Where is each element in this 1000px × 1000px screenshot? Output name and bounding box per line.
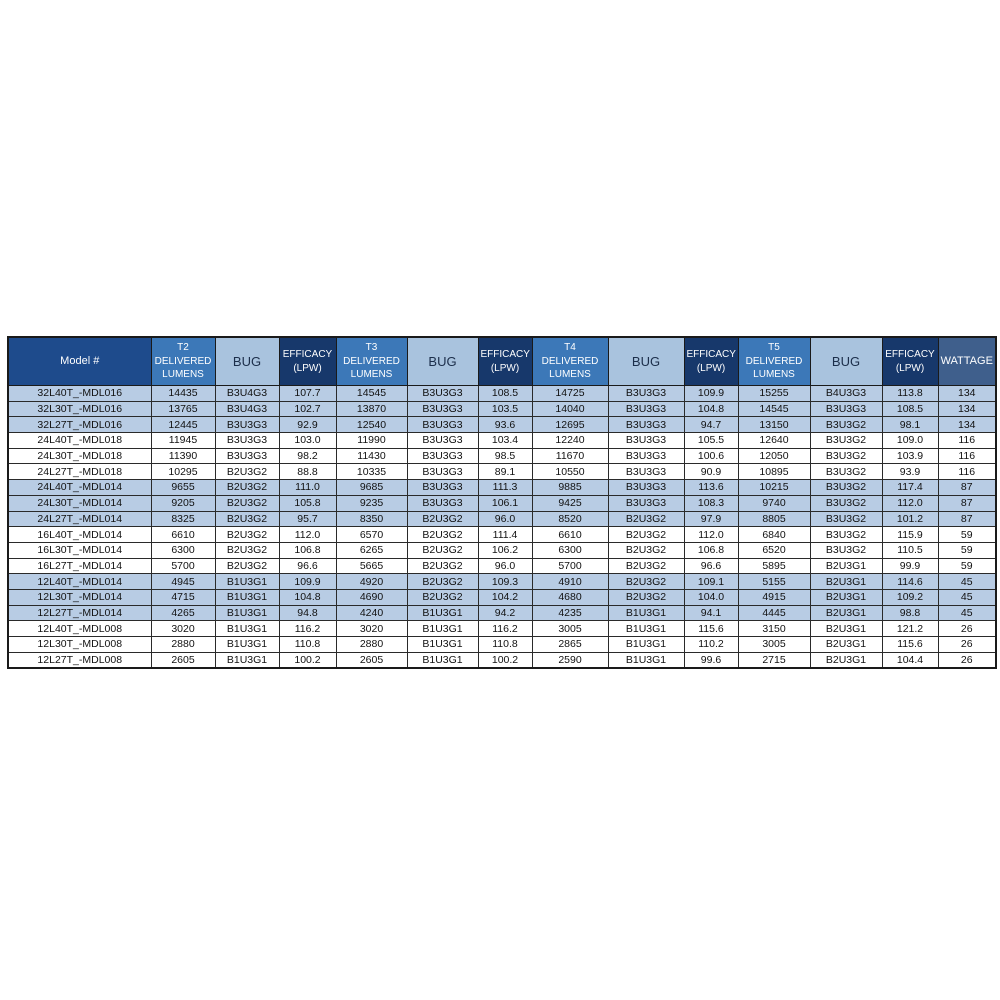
table-cell-t2-bug: B3U3G3	[215, 433, 279, 449]
table-cell-t2-lumens: 6610	[151, 527, 215, 543]
table-cell-t3-efficacy: 96.0	[478, 558, 532, 574]
table-cell-t3-efficacy: 89.1	[478, 464, 532, 480]
table-cell-t4-lumens: 14725	[532, 386, 608, 402]
table-cell-t5-lumens: 5155	[738, 574, 810, 590]
table-cell-t2-bug: B1U3G1	[215, 637, 279, 653]
table-cell-t2-efficacy: 100.2	[279, 652, 336, 668]
table-cell-t4-lumens: 4235	[532, 605, 608, 621]
table-cell-t5-bug: B3U3G2	[810, 495, 882, 511]
table-cell-model: 24L27T_-MDL014	[8, 511, 151, 527]
table-cell-t2-efficacy: 112.0	[279, 527, 336, 543]
table-cell-t5-bug: B3U3G2	[810, 480, 882, 496]
table-cell-t2-lumens: 11945	[151, 433, 215, 449]
table-row	[8, 417, 996, 433]
table-cell-t4-efficacy: 99.6	[684, 652, 738, 668]
table-cell-t3-efficacy: 96.0	[478, 511, 532, 527]
table-cell-t4-bug: B3U3G3	[608, 480, 684, 496]
table-cell-model: 12L27T_-MDL008	[8, 652, 151, 668]
table-cell-t4-bug: B2U3G2	[608, 542, 684, 558]
table-cell-t4-lumens: 4680	[532, 589, 608, 605]
table-cell-t5-lumens: 6840	[738, 527, 810, 543]
column-header-t4-lumens: T4 DELIVERED LUMENS	[532, 337, 608, 386]
table-cell-t2-bug: B2U3G2	[215, 527, 279, 543]
table-cell-t4-bug: B3U3G3	[608, 495, 684, 511]
table-row	[8, 386, 996, 402]
table-cell-wattage: 26	[938, 652, 996, 668]
column-header-t5-efficacy: EFFICACY (LPW)	[882, 337, 938, 386]
table-cell-t2-bug: B3U3G3	[215, 417, 279, 433]
table-cell-t4-efficacy: 109.9	[684, 386, 738, 402]
table-cell-wattage: 87	[938, 495, 996, 511]
table-cell-t2-efficacy: 105.8	[279, 495, 336, 511]
table-cell-t4-efficacy: 96.6	[684, 558, 738, 574]
table-cell-t4-lumens: 5700	[532, 558, 608, 574]
table-cell-wattage: 45	[938, 589, 996, 605]
table-cell-t5-lumens: 5895	[738, 558, 810, 574]
table-cell-t2-lumens: 8325	[151, 511, 215, 527]
table-cell-t4-lumens: 12695	[532, 417, 608, 433]
table-cell-t5-bug: B3U3G2	[810, 511, 882, 527]
column-header-model: Model #	[8, 337, 151, 386]
table-cell-t5-lumens: 12050	[738, 448, 810, 464]
table-cell-model: 24L30T_-MDL018	[8, 448, 151, 464]
table-cell-model: 16L30T_-MDL014	[8, 542, 151, 558]
table-cell-t2-bug: B2U3G2	[215, 480, 279, 496]
table-cell-t5-bug: B3U3G2	[810, 464, 882, 480]
table-cell-t5-lumens: 3150	[738, 621, 810, 637]
column-header-t2-bug: BUG	[215, 337, 279, 386]
table-cell-t3-efficacy: 93.6	[478, 417, 532, 433]
table-cell-model: 24L40T_-MDL018	[8, 433, 151, 449]
header-row	[8, 337, 996, 386]
table-cell-t3-bug: B3U3G3	[407, 401, 478, 417]
table-cell-t2-lumens: 9205	[151, 495, 215, 511]
table-cell-wattage: 26	[938, 621, 996, 637]
table-cell-t2-lumens: 4945	[151, 574, 215, 590]
table-cell-t2-efficacy: 92.9	[279, 417, 336, 433]
table-cell-t4-efficacy: 94.1	[684, 605, 738, 621]
table-cell-t3-bug: B2U3G2	[407, 527, 478, 543]
table-cell-t5-lumens: 4915	[738, 589, 810, 605]
table-cell-t3-lumens: 4690	[336, 589, 407, 605]
table-cell-wattage: 59	[938, 558, 996, 574]
table-cell-model: 12L27T_-MDL014	[8, 605, 151, 621]
table-cell-t2-efficacy: 109.9	[279, 574, 336, 590]
table-cell-t2-lumens: 3020	[151, 621, 215, 637]
table-cell-t4-efficacy: 100.6	[684, 448, 738, 464]
table-row	[8, 637, 996, 653]
table-cell-t4-lumens: 2865	[532, 637, 608, 653]
table-cell-t2-lumens: 10295	[151, 464, 215, 480]
table-cell-t4-efficacy: 90.9	[684, 464, 738, 480]
table-cell-t5-bug: B2U3G1	[810, 605, 882, 621]
column-header-t5-lumens: T5 DELIVERED LUMENS	[738, 337, 810, 386]
table-cell-t3-efficacy: 109.3	[478, 574, 532, 590]
table-cell-t3-efficacy: 103.4	[478, 433, 532, 449]
table-cell-t5-bug: B3U3G2	[810, 417, 882, 433]
table-cell-t3-efficacy: 116.2	[478, 621, 532, 637]
table-cell-t2-bug: B1U3G1	[215, 574, 279, 590]
column-header-t3-bug: BUG	[407, 337, 478, 386]
table-cell-t5-bug: B2U3G1	[810, 558, 882, 574]
table-cell-t4-efficacy: 115.6	[684, 621, 738, 637]
table-cell-t4-bug: B2U3G2	[608, 589, 684, 605]
table-cell-t3-efficacy: 110.8	[478, 637, 532, 653]
table-cell-t4-bug: B2U3G2	[608, 511, 684, 527]
column-header-t2-efficacy: EFFICACY (LPW)	[279, 337, 336, 386]
table-row	[8, 589, 996, 605]
table-cell-t2-bug: B3U4G3	[215, 401, 279, 417]
table-cell-t4-bug: B1U3G1	[608, 621, 684, 637]
table-cell-t2-lumens: 4265	[151, 605, 215, 621]
table-cell-t5-efficacy: 103.9	[882, 448, 938, 464]
table-cell-t5-lumens: 8805	[738, 511, 810, 527]
table-cell-t3-efficacy: 111.4	[478, 527, 532, 543]
table-cell-wattage: 59	[938, 542, 996, 558]
table-cell-t3-bug: B1U3G1	[407, 652, 478, 668]
table-cell-t4-efficacy: 104.0	[684, 589, 738, 605]
table-cell-t4-lumens: 3005	[532, 621, 608, 637]
table-cell-t2-bug: B1U3G1	[215, 605, 279, 621]
table-cell-t2-lumens: 14435	[151, 386, 215, 402]
table-cell-model: 12L30T_-MDL008	[8, 637, 151, 653]
table-cell-t4-lumens: 11670	[532, 448, 608, 464]
table-cell-t3-lumens: 4240	[336, 605, 407, 621]
table-cell-t3-bug: B2U3G2	[407, 511, 478, 527]
table-cell-t5-efficacy: 110.5	[882, 542, 938, 558]
table-cell-t3-lumens: 9235	[336, 495, 407, 511]
table-cell-t3-efficacy: 103.5	[478, 401, 532, 417]
column-header-wattage: WATTAGE	[938, 337, 996, 386]
table-cell-t3-lumens: 2880	[336, 637, 407, 653]
table-cell-t5-efficacy: 108.5	[882, 401, 938, 417]
table-row	[8, 558, 996, 574]
table-cell-t4-bug: B2U3G2	[608, 574, 684, 590]
table-cell-wattage: 45	[938, 605, 996, 621]
table-cell-t4-efficacy: 104.8	[684, 401, 738, 417]
table-cell-t4-lumens: 8520	[532, 511, 608, 527]
table-cell-t4-bug: B1U3G1	[608, 652, 684, 668]
table-cell-wattage: 59	[938, 527, 996, 543]
table-cell-t5-bug: B2U3G1	[810, 652, 882, 668]
table-cell-t4-bug: B3U3G3	[608, 386, 684, 402]
table-cell-t5-efficacy: 98.8	[882, 605, 938, 621]
table-cell-t2-lumens: 5700	[151, 558, 215, 574]
table-cell-model: 32L27T_-MDL016	[8, 417, 151, 433]
table-cell-t5-efficacy: 98.1	[882, 417, 938, 433]
table-row	[8, 448, 996, 464]
table-cell-t5-efficacy: 117.4	[882, 480, 938, 496]
table-cell-t4-bug: B3U3G3	[608, 448, 684, 464]
column-header-t4-bug: BUG	[608, 337, 684, 386]
table-cell-t3-efficacy: 111.3	[478, 480, 532, 496]
table-cell-t4-efficacy: 97.9	[684, 511, 738, 527]
table-cell-t4-bug: B3U3G3	[608, 433, 684, 449]
table-cell-wattage: 116	[938, 433, 996, 449]
table-cell-t3-lumens: 2605	[336, 652, 407, 668]
table-cell-t4-lumens: 9425	[532, 495, 608, 511]
table-cell-t4-lumens: 14040	[532, 401, 608, 417]
table-cell-t4-lumens: 4910	[532, 574, 608, 590]
table-cell-t3-efficacy: 106.1	[478, 495, 532, 511]
table-cell-t5-efficacy: 114.6	[882, 574, 938, 590]
column-header-t5-bug: BUG	[810, 337, 882, 386]
table-cell-t2-bug: B2U3G2	[215, 464, 279, 480]
table-cell-t2-bug: B2U3G2	[215, 542, 279, 558]
table-cell-t5-lumens: 13150	[738, 417, 810, 433]
table-cell-t5-lumens: 14545	[738, 401, 810, 417]
table-cell-t5-efficacy: 93.9	[882, 464, 938, 480]
table-cell-wattage: 134	[938, 417, 996, 433]
table-cell-t2-bug: B2U3G2	[215, 558, 279, 574]
table-cell-t2-efficacy: 104.8	[279, 589, 336, 605]
table-cell-t5-lumens: 3005	[738, 637, 810, 653]
table-cell-t5-bug: B4U3G3	[810, 386, 882, 402]
table-cell-t3-efficacy: 100.2	[478, 652, 532, 668]
table-cell-t2-efficacy: 106.8	[279, 542, 336, 558]
table-cell-t2-efficacy: 102.7	[279, 401, 336, 417]
lumen-spec-table	[7, 336, 997, 669]
table-cell-t2-efficacy: 110.8	[279, 637, 336, 653]
table-cell-t5-lumens: 6520	[738, 542, 810, 558]
table-cell-t3-efficacy: 104.2	[478, 589, 532, 605]
table-row	[8, 605, 996, 621]
table-cell-t3-lumens: 8350	[336, 511, 407, 527]
table-row	[8, 574, 996, 590]
table-cell-t3-lumens: 14545	[336, 386, 407, 402]
table-cell-wattage: 87	[938, 511, 996, 527]
table-cell-t4-lumens: 6610	[532, 527, 608, 543]
table-cell-t4-efficacy: 94.7	[684, 417, 738, 433]
table-cell-t4-lumens: 9885	[532, 480, 608, 496]
table-cell-t3-bug: B1U3G1	[407, 605, 478, 621]
table-row	[8, 652, 996, 668]
table-cell-t5-efficacy: 113.8	[882, 386, 938, 402]
table-cell-t3-bug: B3U3G3	[407, 480, 478, 496]
table-cell-wattage: 134	[938, 401, 996, 417]
table-cell-t3-bug: B2U3G2	[407, 574, 478, 590]
table-cell-t5-efficacy: 109.2	[882, 589, 938, 605]
table-cell-wattage: 87	[938, 480, 996, 496]
table-cell-t4-lumens: 10550	[532, 464, 608, 480]
table-cell-model: 16L27T_-MDL014	[8, 558, 151, 574]
table-cell-t2-bug: B3U4G3	[215, 386, 279, 402]
table-cell-t4-bug: B3U3G3	[608, 417, 684, 433]
table-cell-model: 24L30T_-MDL014	[8, 495, 151, 511]
table-cell-t5-bug: B3U3G2	[810, 542, 882, 558]
table-cell-t3-lumens: 5665	[336, 558, 407, 574]
table-cell-t2-bug: B1U3G1	[215, 621, 279, 637]
table-cell-t5-efficacy: 109.0	[882, 433, 938, 449]
table-cell-t2-lumens: 13765	[151, 401, 215, 417]
table-cell-t4-lumens: 12240	[532, 433, 608, 449]
column-header-t3-efficacy: EFFICACY (LPW)	[478, 337, 532, 386]
table-cell-t3-bug: B3U3G3	[407, 464, 478, 480]
table-cell-t2-lumens: 6300	[151, 542, 215, 558]
table-cell-t5-efficacy: 101.2	[882, 511, 938, 527]
table-cell-wattage: 116	[938, 464, 996, 480]
table-cell-t5-efficacy: 121.2	[882, 621, 938, 637]
table-cell-t3-lumens: 6570	[336, 527, 407, 543]
table-cell-t5-lumens: 2715	[738, 652, 810, 668]
table-cell-t5-lumens: 15255	[738, 386, 810, 402]
table-row	[8, 480, 996, 496]
table-cell-wattage: 134	[938, 386, 996, 402]
table-cell-t5-bug: B2U3G1	[810, 621, 882, 637]
table-cell-t3-lumens: 3020	[336, 621, 407, 637]
table-row	[8, 401, 996, 417]
table-cell-t3-bug: B3U3G3	[407, 386, 478, 402]
table-cell-t4-efficacy: 113.6	[684, 480, 738, 496]
table-row	[8, 433, 996, 449]
column-header-t2-lumens: T2 DELIVERED LUMENS	[151, 337, 215, 386]
table-cell-t2-efficacy: 111.0	[279, 480, 336, 496]
table-cell-t5-bug: B2U3G1	[810, 574, 882, 590]
table-cell-t2-efficacy: 95.7	[279, 511, 336, 527]
table-cell-t5-lumens: 4445	[738, 605, 810, 621]
table-cell-t2-bug: B2U3G2	[215, 495, 279, 511]
table-cell-t5-efficacy: 104.4	[882, 652, 938, 668]
table-cell-t3-bug: B1U3G1	[407, 621, 478, 637]
column-header-t4-efficacy: EFFICACY (LPW)	[684, 337, 738, 386]
table-cell-t2-lumens: 2880	[151, 637, 215, 653]
table-cell-t4-bug: B2U3G2	[608, 527, 684, 543]
table-cell-t3-lumens: 6265	[336, 542, 407, 558]
table-cell-t3-efficacy: 94.2	[478, 605, 532, 621]
table-cell-t2-efficacy: 88.8	[279, 464, 336, 480]
table-row	[8, 511, 996, 527]
table-cell-t4-bug: B2U3G2	[608, 558, 684, 574]
table-cell-t3-lumens: 13870	[336, 401, 407, 417]
table-header	[8, 337, 996, 386]
table-cell-model: 32L30T_-MDL016	[8, 401, 151, 417]
table-cell-model: 12L40T_-MDL008	[8, 621, 151, 637]
table-cell-t4-efficacy: 109.1	[684, 574, 738, 590]
table-cell-t3-lumens: 11990	[336, 433, 407, 449]
table-cell-t4-efficacy: 106.8	[684, 542, 738, 558]
table-cell-t4-bug: B3U3G3	[608, 464, 684, 480]
table-cell-t3-bug: B2U3G2	[407, 589, 478, 605]
table-cell-model: 24L40T_-MDL014	[8, 480, 151, 496]
table-row	[8, 527, 996, 543]
table-cell-t3-bug: B3U3G3	[407, 448, 478, 464]
table-cell-t2-bug: B1U3G1	[215, 652, 279, 668]
table-cell-t5-efficacy: 115.9	[882, 527, 938, 543]
table-cell-t2-lumens: 4715	[151, 589, 215, 605]
table-cell-t2-efficacy: 107.7	[279, 386, 336, 402]
column-header-t3-lumens: T3 DELIVERED LUMENS	[336, 337, 407, 386]
table-cell-t5-bug: B3U3G3	[810, 401, 882, 417]
table-cell-t3-lumens: 9685	[336, 480, 407, 496]
table-cell-t5-lumens: 12640	[738, 433, 810, 449]
table-cell-t4-bug: B1U3G1	[608, 605, 684, 621]
table-cell-t5-efficacy: 112.0	[882, 495, 938, 511]
table-cell-t2-lumens: 11390	[151, 448, 215, 464]
table-cell-t2-lumens: 9655	[151, 480, 215, 496]
table-row	[8, 621, 996, 637]
table-cell-t4-efficacy: 110.2	[684, 637, 738, 653]
table-cell-t2-efficacy: 96.6	[279, 558, 336, 574]
table-row	[8, 495, 996, 511]
table-cell-t3-efficacy: 106.2	[478, 542, 532, 558]
table-cell-t5-lumens: 9740	[738, 495, 810, 511]
table-cell-t5-efficacy: 115.6	[882, 637, 938, 653]
table-cell-model: 24L27T_-MDL018	[8, 464, 151, 480]
table-cell-t3-lumens: 11430	[336, 448, 407, 464]
table-cell-t5-efficacy: 99.9	[882, 558, 938, 574]
table-cell-wattage: 26	[938, 637, 996, 653]
table-cell-t3-bug: B1U3G1	[407, 637, 478, 653]
table-cell-t4-efficacy: 112.0	[684, 527, 738, 543]
table-cell-t4-bug: B3U3G3	[608, 401, 684, 417]
table-cell-t3-bug: B2U3G2	[407, 542, 478, 558]
table-cell-t5-bug: B3U3G2	[810, 433, 882, 449]
table-cell-t2-lumens: 12445	[151, 417, 215, 433]
table-row	[8, 464, 996, 480]
table-cell-t5-bug: B2U3G1	[810, 637, 882, 653]
table-cell-t4-lumens: 2590	[532, 652, 608, 668]
table-cell-model: 12L40T_-MDL014	[8, 574, 151, 590]
table-cell-t2-bug: B1U3G1	[215, 589, 279, 605]
table-cell-t3-efficacy: 108.5	[478, 386, 532, 402]
table-cell-model: 32L40T_-MDL016	[8, 386, 151, 402]
table-cell-t2-efficacy: 94.8	[279, 605, 336, 621]
table-cell-t3-bug: B3U3G3	[407, 417, 478, 433]
table-cell-t2-bug: B2U3G2	[215, 511, 279, 527]
table-cell-t5-bug: B3U3G2	[810, 448, 882, 464]
table-cell-t4-efficacy: 105.5	[684, 433, 738, 449]
table-cell-t3-efficacy: 98.5	[478, 448, 532, 464]
table-cell-t5-lumens: 10215	[738, 480, 810, 496]
table-cell-t3-bug: B3U3G3	[407, 495, 478, 511]
table-cell-t3-lumens: 4920	[336, 574, 407, 590]
table-cell-model: 16L40T_-MDL014	[8, 527, 151, 543]
table-cell-wattage: 45	[938, 574, 996, 590]
table-cell-t2-efficacy: 116.2	[279, 621, 336, 637]
table-cell-t4-lumens: 6300	[532, 542, 608, 558]
table-cell-t3-bug: B2U3G2	[407, 558, 478, 574]
table-cell-model: 12L30T_-MDL014	[8, 589, 151, 605]
table-cell-t3-lumens: 12540	[336, 417, 407, 433]
table-body	[8, 386, 996, 669]
table-cell-t4-bug: B1U3G1	[608, 637, 684, 653]
table-cell-t5-bug: B2U3G1	[810, 589, 882, 605]
table-cell-t2-efficacy: 103.0	[279, 433, 336, 449]
table-cell-wattage: 116	[938, 448, 996, 464]
table-cell-t2-bug: B3U3G3	[215, 448, 279, 464]
table-cell-t3-bug: B3U3G3	[407, 433, 478, 449]
table-cell-t3-lumens: 10335	[336, 464, 407, 480]
table-cell-t4-efficacy: 108.3	[684, 495, 738, 511]
table-cell-t2-lumens: 2605	[151, 652, 215, 668]
table-row	[8, 542, 996, 558]
table-cell-t5-lumens: 10895	[738, 464, 810, 480]
table-cell-t2-efficacy: 98.2	[279, 448, 336, 464]
table-cell-t5-bug: B3U3G2	[810, 527, 882, 543]
